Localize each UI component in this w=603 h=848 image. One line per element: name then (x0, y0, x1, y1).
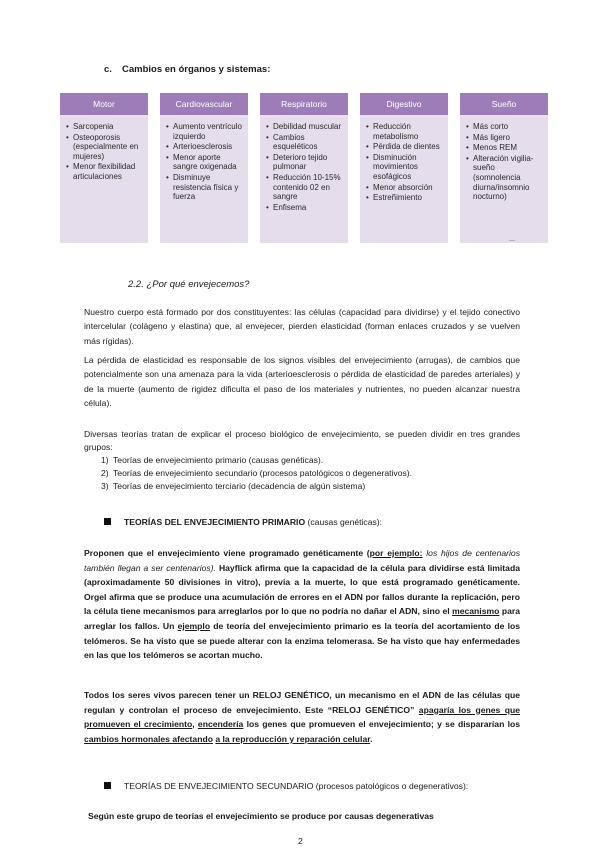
text-run: para arreglar los fallos. Un (84, 606, 520, 631)
list-item: • Pérdida de dientes (366, 142, 444, 152)
list-text: Teorías de envejecimiento secundario (procesos patológicos o degenerativos). (113, 468, 413, 478)
list-item (84, 454, 520, 467)
square-bullet-icon (104, 518, 111, 525)
column-body (160, 117, 248, 243)
heading-bold: TEORÍAS DE ENVEJECIMIENTO SECUNDARIO (124, 781, 314, 791)
text-run: Proponen que el envejecimiento viene programado genéticamente ( (84, 548, 370, 558)
column-header: Cardiovascular (160, 93, 248, 117)
list-item: • Debilidad muscular (266, 122, 344, 132)
organ-systems-diagram (60, 93, 550, 245)
column-body (460, 117, 548, 243)
list-item: • Disminuye resistencia física y fuerza (166, 173, 244, 202)
text-run: a la reproducción y reparación celular (215, 733, 371, 744)
list-item: • Osteoporosis (especialmente en mujeres) (66, 133, 144, 162)
column-digestivo (360, 93, 448, 243)
heading-bold: TEORÍAS DEL ENVEJECIMIENTO PRIMARIO (124, 517, 306, 527)
list-item: • Más ligero (466, 133, 544, 143)
text-run: Hayflick afirma que la capacidad de la célula para dividirse está limitada (aproximadamente 50 divisiones in vitro), previa a la muerte, lo que está programado genéticamente. Orgel afirma que se produce una acumulación de errores en el ADN por fallos durante la replicación, pero la célula tiene mecanismos para arreglarlos por lo que no podría no dañar el ADN, sino el (84, 562, 520, 617)
column-respiratorio (260, 93, 348, 243)
decorative-dash (509, 240, 515, 241)
column-header: Motor (60, 93, 148, 117)
list-text: Teorías de envejecimiento primario (causas genéticas). (113, 455, 324, 465)
list-item: • Reducción 10-15% contenido 02 en sangre (266, 173, 344, 202)
paragraph-5 (84, 688, 520, 746)
list-number: 2) (101, 468, 109, 478)
list-item: • Cambios esqueléticos (266, 133, 344, 152)
list-item: • Estreñimiento (366, 193, 444, 203)
column-header: Respiratorio (260, 93, 348, 117)
column-body (360, 117, 448, 243)
list-item: • Aumento ventrículo izquierdo (166, 122, 244, 141)
list-item: • Arterioesclerosis (166, 142, 244, 152)
section-c-heading (104, 64, 270, 75)
column-body (260, 117, 348, 243)
text-run: los genes que promueven el envejecimiento; y se dispararían los (243, 719, 520, 730)
square-bullet-icon (104, 782, 111, 789)
column-motor (60, 93, 148, 243)
theory-list (84, 454, 520, 493)
paragraph-2 (84, 353, 520, 411)
text-run: . (370, 733, 373, 744)
list-item: • Menor flexibilidad articulaciones (66, 162, 144, 181)
paragraph-6 (88, 809, 524, 823)
list-item: • Enfisema (266, 203, 344, 213)
text-run: apagaría los genes que promueven el crecimiento (84, 704, 521, 730)
column-sueno (460, 93, 548, 243)
list-item (84, 480, 520, 493)
paragraph-1 (84, 305, 520, 348)
list-item: • Deterioro tejido pulmonar (266, 153, 344, 172)
paragraph-4 (84, 546, 520, 663)
heading-rest: (procesos patológicos o degenerativos): (313, 781, 469, 791)
column-header: Sueño (460, 93, 548, 117)
section-heading-2-2: 2.2. ¿Por qué envejecemos? (128, 279, 250, 290)
list-item: • Menor absorción (366, 183, 444, 193)
list-item: • Menos REM (466, 143, 544, 153)
list-item: • Más corto (466, 122, 544, 132)
text-run: por ejemplo: (369, 548, 423, 558)
list-number: 1) (101, 455, 109, 465)
heading-rest: (causas genéticas): (305, 517, 383, 527)
list-item: • Alteración vigilia-sueño (somnolencia diurna/insomnio nocturno) (466, 154, 544, 202)
text-run: Todos los seres vivos parecen tener un RELOJ GENÉTICO, un mecanismo en el ADN de las células que regulan y controlan el proceso de envejecimiento. Este “RELOJ GENÉTICO” (84, 690, 520, 715)
list-item: • Disminución movimientos esofágicos (366, 153, 444, 182)
text-run: mecanismo (452, 606, 500, 617)
list-text: Teorías de envejecimiento terciario (decadencia de algún sistema) (113, 481, 366, 491)
list-item: • Reducción metabolismo (366, 122, 444, 141)
text-run: de teoría del envejecimiento primario es la teoría del acortamiento de los telómeros. Se ha visto que se puede alterar con la enzima telomerasa. Se ha visto que hay enfermedades en las que los telómeros se acortan mucho. (84, 620, 520, 661)
paragraph-text: La pérdida de elasticidad es responsable de los signos visibles del envejecimiento (arrugas), de cambios que potencialmente son una amenaza para la vida (arterioesclerosis o pérdida de elasticidad de paredes arteriales) y de la muerte (aumento de rigidez dificulta el paso de los materiales y nutrientes, no pueden alcanzar nuestra célula). (84, 355, 520, 409)
paragraph-text: Según este grupo de teorías el envejecimiento se produce por causas degenerativas (88, 811, 434, 821)
paragraph-text: Nuestro cuerpo está formado por dos constituyentes: las células (capacidad para dividirse) y el tejido conectivo intercelular (colágeno y elastina) que, al envejecer, pierden elasticidad (forman enlaces cruzados y se vuelven más rígidas). (84, 307, 520, 346)
text-run: encendería (197, 719, 244, 730)
text-run: cambios hormonales afectando (84, 733, 213, 744)
column-header: Digestivo (360, 93, 448, 117)
section-title: Cambios en órganos y sistemas: (122, 64, 271, 75)
text-run: los hijos de centenarios también llegan a ser centenarios). (84, 548, 520, 573)
page-number: 2 (298, 836, 303, 846)
column-cardiovascular (160, 93, 248, 243)
list-item: • Sarcopenia (66, 122, 144, 132)
primary-theories-heading (104, 517, 382, 527)
column-body (60, 117, 148, 243)
secondary-theories-heading (104, 781, 468, 791)
paragraph-text: Diversas teorías tratan de explicar el proceso biológico de envejecimiento, se pueden dividir en tres grandes grupos: (84, 429, 520, 452)
text-run: , (192, 719, 198, 730)
text-run: ejemplo (177, 620, 211, 631)
list-item: • Menor aporte sangre oxigenada (166, 153, 244, 172)
list-item (84, 467, 520, 480)
list-number: 3) (101, 481, 109, 491)
section-letter: c. (104, 64, 112, 75)
paragraph-3 (84, 428, 520, 493)
